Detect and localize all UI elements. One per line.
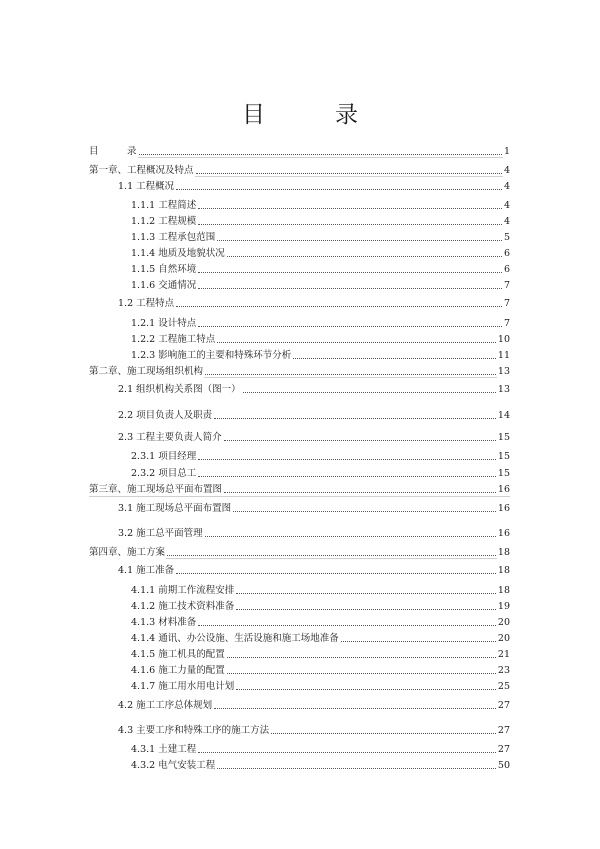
toc-entry-title: 1.2.3 影响施工的主要和特殊环节分析 <box>131 350 292 361</box>
toc-entry[interactable] <box>118 527 510 540</box>
toc-page-number: 15 <box>497 468 510 479</box>
toc-dot-leader <box>198 207 502 209</box>
toc-dot-leader <box>198 624 496 626</box>
toc-page-number: 7 <box>503 280 510 291</box>
toc-entry-title: 4.1.4 通讯、办公设施、生活设施和施工场地准备 <box>131 633 339 644</box>
toc-entry[interactable] <box>131 467 510 480</box>
toc-dot-leader <box>341 640 496 642</box>
toc-page-number: 20 <box>497 617 510 628</box>
toc-dot-leader <box>214 707 496 709</box>
toc-entry[interactable] <box>89 365 510 378</box>
toc-entry-title: 4.1.1 前期工作流程安排 <box>131 585 235 596</box>
toc-dot-leader <box>217 767 496 769</box>
toc-entry[interactable] <box>131 743 510 756</box>
toc-page-number: 4 <box>503 165 510 176</box>
toc-entry[interactable] <box>131 664 510 677</box>
toc-entry-title: 第四章、施工方案 <box>89 547 166 558</box>
toc-entry-title: 1.2.1 设计特点 <box>131 318 197 329</box>
toc-entry[interactable] <box>89 483 510 496</box>
toc-entry-title: 第二章、施工现场组织机构 <box>89 366 204 377</box>
toc-dot-leader <box>198 751 496 753</box>
toc-entry[interactable] <box>131 199 510 212</box>
toc-dot-leader <box>233 510 496 512</box>
toc-entry[interactable] <box>118 383 510 396</box>
toc-page-number: 14 <box>497 410 510 421</box>
toc-page-number: 27 <box>497 725 510 736</box>
toc-entry-title: 2.3 工程主要负责人简介 <box>118 432 222 443</box>
toc-entry[interactable] <box>118 724 510 737</box>
toc-entry-title: 1.1 工程概况 <box>118 181 175 192</box>
toc-dot-leader <box>227 656 496 658</box>
toc-page-number: 20 <box>497 633 510 644</box>
toc-entry[interactable] <box>89 164 510 177</box>
toc-entry-title: 2.3.2 项目总工 <box>131 468 197 479</box>
toc-entry[interactable] <box>131 215 510 228</box>
toc-page-number: 16 <box>497 503 510 514</box>
toc-entry-title: 1.1.2 工程规模 <box>131 216 197 227</box>
toc-dot-leader <box>214 417 496 419</box>
toc-entry-title: 第三章、施工现场总平面布置图 <box>89 484 223 495</box>
toc-page-number: 27 <box>497 700 510 711</box>
toc-entry[interactable] <box>131 263 510 276</box>
toc-dot-leader <box>236 688 496 690</box>
toc-entry-title: 1.1.6 交通情况 <box>131 280 197 291</box>
toc-entry-title: 4.1 施工准备 <box>118 565 175 576</box>
toc-dot-leader <box>217 341 496 343</box>
toc-entry[interactable] <box>131 317 510 330</box>
toc-dot-leader <box>167 554 496 556</box>
toc-page-number: 4 <box>503 181 510 192</box>
toc-page-number: 23 <box>497 665 510 676</box>
toc-page-number: 16 <box>497 528 510 539</box>
toc-page-number: 11 <box>497 350 510 361</box>
toc-entry[interactable] <box>131 279 510 292</box>
toc-entry[interactable] <box>89 145 510 158</box>
toc-page-number: 7 <box>503 298 510 309</box>
toc-page-number: 5 <box>503 232 510 243</box>
toc-entry-title: 4.1.6 施工力量的配置 <box>131 665 225 676</box>
title-char-1: 目 <box>242 102 265 128</box>
toc-entry[interactable] <box>131 231 510 244</box>
toc-page-number: 15 <box>497 432 510 443</box>
toc-entry[interactable] <box>131 247 510 260</box>
toc-rule-line <box>89 496 510 497</box>
toc-page-number: 19 <box>497 601 510 612</box>
toc-dot-leader <box>271 732 496 734</box>
toc-entry[interactable] <box>131 648 510 661</box>
toc-entry-title: 4.3.2 电气安装工程 <box>131 760 216 771</box>
toc-dot-leader <box>198 287 502 289</box>
toc-entry[interactable] <box>118 180 510 193</box>
toc-page-number: 10 <box>497 334 510 345</box>
toc-dot-leader <box>293 357 496 359</box>
toc-entry[interactable] <box>118 297 510 310</box>
toc-entry[interactable] <box>131 680 510 693</box>
toc-entry[interactable] <box>131 333 510 346</box>
title-char-2: 录 <box>335 102 358 128</box>
toc-entry-title: 1.1.4 地质及地貌状况 <box>131 248 225 259</box>
toc-dot-leader <box>224 491 496 493</box>
toc-entry[interactable] <box>131 759 510 772</box>
toc-dot-leader <box>196 172 502 174</box>
toc-entry-title: 4.1.2 施工技术资料准备 <box>131 601 235 612</box>
toc-entry[interactable] <box>131 584 510 597</box>
toc-entry-title: 2.3.1 项目经理 <box>131 451 197 462</box>
toc-page-number: 18 <box>497 565 510 576</box>
toc-entry-title: 4.3.1 土建工程 <box>131 744 197 755</box>
toc-page-number: 27 <box>497 744 510 755</box>
toc-page-number: 4 <box>503 200 510 211</box>
toc-dot-leader <box>176 188 502 190</box>
toc-entry-title: 2.1 组织机构关系图（图一） <box>118 384 241 395</box>
toc-page-number: 1 <box>503 146 510 157</box>
toc-page-number: 50 <box>497 760 510 771</box>
toc-entry[interactable] <box>89 546 510 559</box>
toc-entry-title: 1.1.5 自然环境 <box>131 264 197 275</box>
toc-entry[interactable] <box>131 349 510 362</box>
toc-entry-title: 目 录 <box>89 146 137 157</box>
toc-entry-title: 1.1.1 工程简述 <box>131 200 197 211</box>
toc-entry-title: 第一章、工程概况及特点 <box>89 165 194 176</box>
toc-dot-leader <box>205 535 496 537</box>
toc-page-number: 6 <box>503 264 510 275</box>
toc-entry[interactable] <box>118 699 510 712</box>
toc-dot-leader <box>139 153 502 155</box>
toc-entry-title: 3.1 施工现场总平面布置图 <box>118 503 232 514</box>
toc-dot-leader <box>227 255 502 257</box>
toc-entry[interactable] <box>131 600 510 613</box>
toc-entry-title: 2.2 项目负责人及职责 <box>118 410 213 421</box>
toc-entry-title: 1.2.2 工程施工特点 <box>131 334 216 345</box>
toc-entry-title: 4.1.7 施工用水用电计划 <box>131 681 235 692</box>
toc-dot-leader <box>217 239 502 241</box>
toc-page-number: 16 <box>497 484 510 495</box>
toc-page-number: 13 <box>497 384 510 395</box>
toc-entry[interactable] <box>118 564 510 577</box>
toc-entry[interactable] <box>131 450 510 463</box>
toc-dot-leader <box>198 458 496 460</box>
toc-entry-title: 4.3 主要工序和特殊工序的施工方法 <box>118 725 270 736</box>
toc-page-number: 18 <box>497 547 510 558</box>
toc-entry[interactable] <box>118 502 510 515</box>
toc-page-number: 18 <box>497 585 510 596</box>
toc-dot-leader <box>236 608 496 610</box>
toc-dot-leader <box>243 391 496 393</box>
toc-page-number: 6 <box>503 248 510 259</box>
toc-entry-title: 3.2 施工总平面管理 <box>118 528 203 539</box>
toc-dot-leader <box>224 439 496 441</box>
toc-entry-title: 4.1.5 施工机具的配置 <box>131 649 225 660</box>
toc-dot-leader <box>198 223 502 225</box>
toc-dot-leader <box>176 305 502 307</box>
toc-page-number: 7 <box>503 318 510 329</box>
toc-dot-leader <box>198 325 502 327</box>
toc-entry[interactable] <box>118 409 510 422</box>
toc-page-number: 13 <box>497 366 510 377</box>
toc-entry-title: 4.2 施工工序总体规划 <box>118 700 213 711</box>
toc-entry-title: 1.1.3 工程承包范围 <box>131 232 216 243</box>
toc-dot-leader <box>205 373 496 375</box>
toc-page-number: 4 <box>503 216 510 227</box>
toc-dot-leader <box>198 271 502 273</box>
toc-dot-leader <box>227 672 496 674</box>
toc-dot-leader <box>236 592 496 594</box>
toc-page-number: 21 <box>497 649 510 660</box>
toc-dot-leader <box>176 572 496 574</box>
toc-dot-leader <box>198 475 496 477</box>
toc-entry-title: 4.1.3 材料准备 <box>131 617 197 628</box>
toc-entry[interactable] <box>131 632 510 645</box>
toc-page-number: 25 <box>497 681 510 692</box>
toc-entry[interactable] <box>131 616 510 629</box>
toc-page-number: 15 <box>497 451 510 462</box>
toc-entry-title: 1.2 工程特点 <box>118 298 175 309</box>
toc-entry[interactable] <box>118 431 510 444</box>
